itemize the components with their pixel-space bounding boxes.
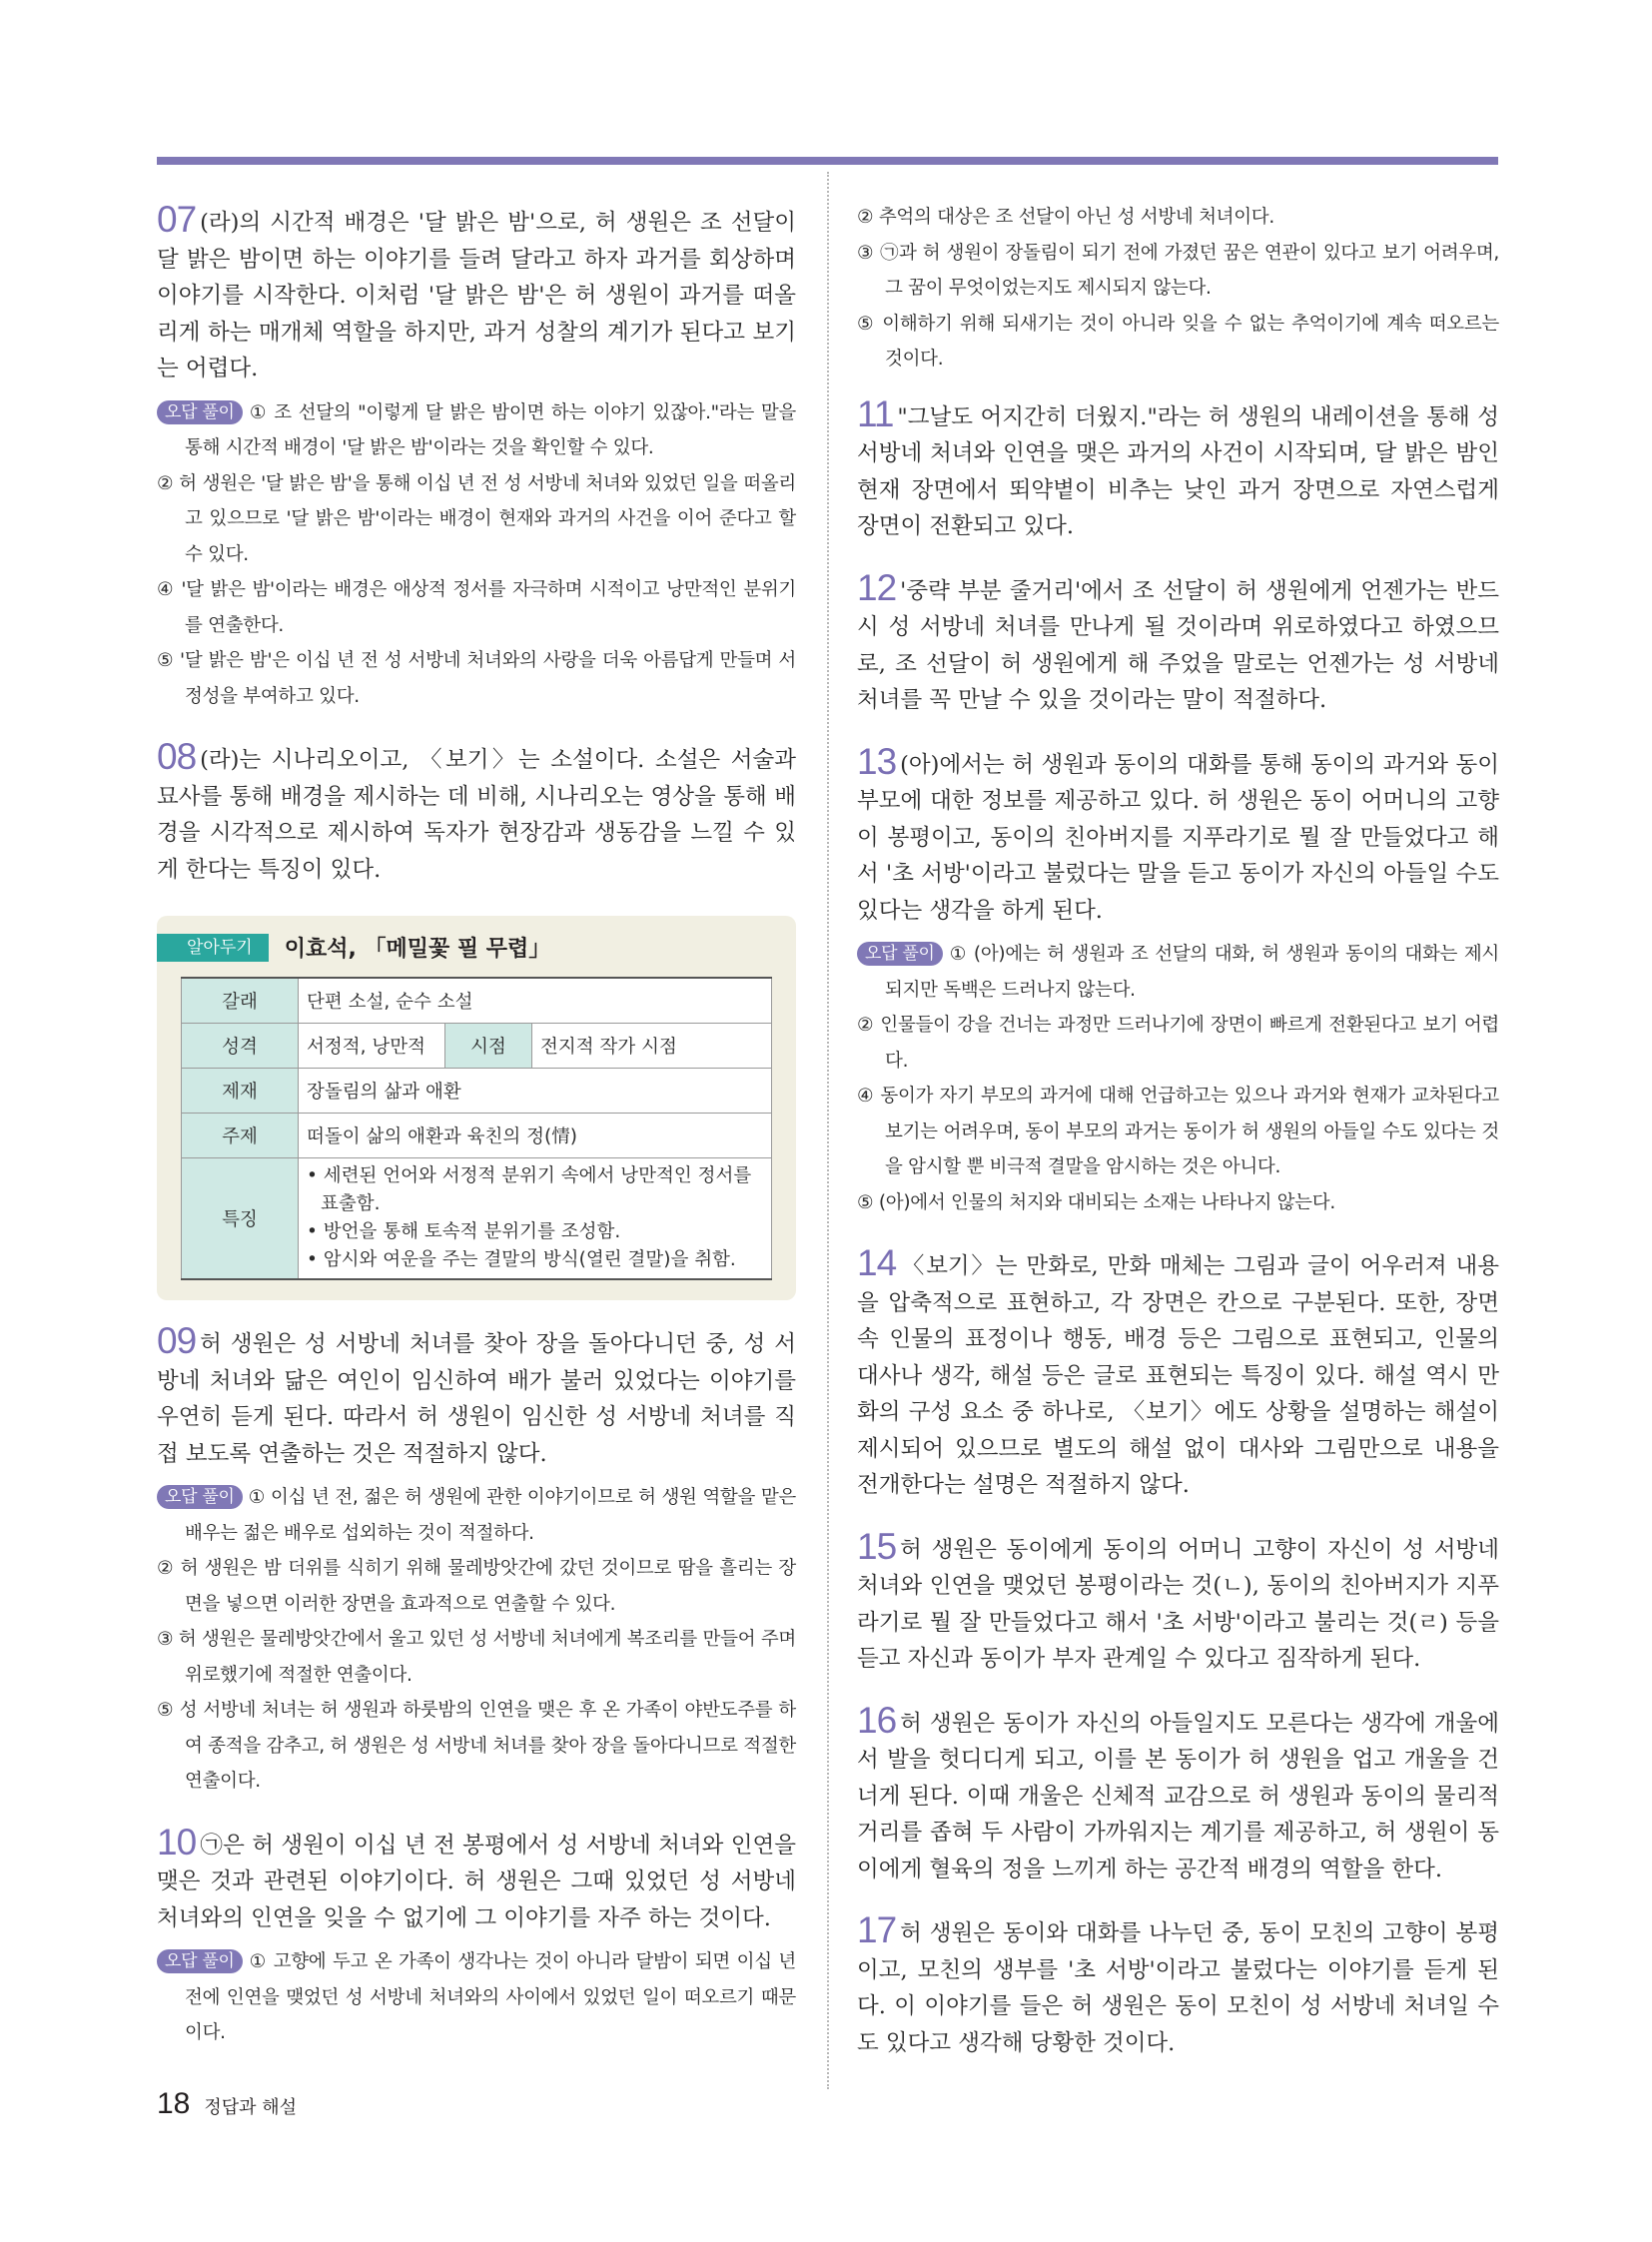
table-row (182, 1069, 772, 1114)
answer-17-text (857, 1909, 1499, 2061)
note-item (157, 395, 796, 466)
feature-item: • 암시와 여운을 주는 결말의 방식(열린 결말)을 취함. (307, 1249, 736, 1270)
right-column (857, 200, 1499, 2089)
table-cell: 단편 소설, 순수 소설 (299, 978, 772, 1024)
answer-body: 허 생원은 성 서방네 처녀를 찾아 장을 돌아다니던 중, 성 서방네 처녀와 닮은 여인이 임신하여 배가 불러 있었다는 이야기를 우연히 듣게 된다. 따라서 허 생원이 임신한 성 서방네 처녀를 직접 보도록 연출하는 것은 적절하지 않다. (157, 1331, 796, 1467)
answer-07 (157, 199, 796, 714)
note-text: ① 조 선달의 "이렇게 달 밝은 밤이면 하는 이야기 있잖아."라는 말을 통해 시간적 배경이 '달 밝은 밤'이라는 것을 확인할 수 있다. (185, 401, 796, 458)
wrong-answer-badge: 오답 풀이 (157, 1949, 243, 1973)
reference-box-header (157, 932, 778, 963)
answer-11 (857, 392, 1499, 545)
table-header-cell: 시점 (445, 1024, 532, 1069)
wrong-answer-notes (157, 1480, 796, 1800)
reference-title: 이효석, 「메밀꽃 필 무렵」 (284, 937, 551, 962)
answer-number: 17 (857, 1909, 897, 1950)
note-item (157, 1480, 796, 1551)
wrong-answer-notes (857, 937, 1499, 1220)
left-column (157, 199, 796, 2079)
table-row (182, 1158, 772, 1280)
answer-body: '중략 부분 줄거리'에서 조 선달이 허 생원에게 언젠가는 반드시 성 서방네 처녀를 만나게 될 것이라며 위로하였다고 하였으므로, 조 선달이 허 생원에게 해 주었을 말로는 언젠가는 성 서방네 처녀를 꼭 만날 수 있을 것이라는 말이 적절하다. (857, 577, 1499, 713)
answer-15 (857, 1525, 1499, 1678)
page-number: 18 (157, 2087, 191, 2120)
answer-15-text (857, 1525, 1499, 1678)
note-item (857, 937, 1499, 1008)
answer-number: 08 (157, 736, 197, 777)
table-row (182, 1114, 772, 1158)
note-item: ③ 허 생원은 물레방앗간에서 울고 있던 성 서방네 처녀에게 복조리를 만들어 주며 위로했기에 적절한 연출이다. (157, 1629, 796, 1686)
answer-13 (857, 740, 1499, 1221)
answer-12 (857, 566, 1499, 719)
feature-item: • 세련된 언어와 서정적 분위기 속에서 낭만적인 정서를 표출함. (307, 1165, 752, 1214)
table-cell: 서정적, 낭만적 (299, 1024, 445, 1069)
answer-body: 허 생원은 동이와 대화를 나누던 중, 동이 모친의 고향이 봉평이고, 모친의 생부를 '초 서방'이라고 불렀다는 이야기를 듣게 된다. 이 이야기를 들은 허 생원은 동이 모친이 성 서방네 처녀일 수도 있다고 생각해 당황한 것이다. (857, 1920, 1499, 2056)
table-header-cell: 특징 (182, 1158, 299, 1280)
note-text: ① (아)에는 허 생원과 조 선달의 대화, 허 생원과 동이의 대화는 제시되지만 독백은 드러나지 않는다. (885, 944, 1499, 1001)
answer-07-text (157, 199, 796, 387)
answer-08 (157, 736, 796, 888)
wrong-answer-badge: 오답 풀이 (857, 942, 943, 966)
answer-body: 허 생원은 동이에게 동이의 어머니 고향이 자신이 성 서방네 처녀와 인연을 맺었던 봉평이라는 것(ㄴ), 동이의 친아버지가 지푸라기로 뭘 잘 만들었다고 해서 '초 서방'이라고 불리는 것(ㄹ) 등을 듣고 자신과 동이가 부자 관계일 수 있다고 짐작하게 된다. (857, 1536, 1499, 1672)
answer-number: 15 (857, 1525, 897, 1567)
footer-label: 정답과 해설 (204, 2097, 298, 2118)
column-divider (827, 172, 829, 2089)
answer-number: 11 (857, 392, 894, 434)
table-header-cell: 주제 (182, 1114, 299, 1158)
answer-number: 07 (157, 199, 197, 240)
answer-09-text (157, 1320, 796, 1472)
answer-13-text (857, 740, 1499, 930)
note-item: ③ ㉠과 허 생원이 장돌림이 되기 전에 가졌던 꿈은 연관이 있다고 보기 어려우며, 그 꿈이 무엇이었는지도 제시되지 않는다. (857, 242, 1499, 299)
note-item: ② 인물들이 강을 건너는 과정만 드러나기에 장면이 빠르게 전환된다고 보기 어렵다. (857, 1015, 1499, 1072)
answer-body: ㉠은 허 생원이 이십 년 전 봉평에서 성 서방네 처녀와 인연을 맺은 것과 관련된 이야기이다. 허 생원은 그때 있었던 성 서방네 처녀와의 인연을 잊을 수 없기에 그 이야기를 자주 하는 것이다. (157, 1832, 796, 1931)
reference-box (157, 916, 796, 1300)
note-item: ⑤ 성 서방네 처녀는 허 생원과 하룻밤의 인연을 맺은 후 온 가족이 야반도주를 하여 종적을 감추고, 허 생원은 성 서방네 처녀를 찾아 장을 돌아다니므로 적절한 연출이다. (157, 1700, 796, 1792)
answer-number: 14 (857, 1242, 897, 1283)
work-info-table (181, 977, 772, 1280)
table-header-cell: 갈래 (182, 978, 299, 1024)
answer-14 (857, 1242, 1499, 1504)
table-cell: 전지적 작가 시점 (532, 1024, 772, 1069)
answer-16-text (857, 1699, 1499, 1888)
note-item: ⑤ 이해하기 위해 되새기는 것이 아니라 잊을 수 없는 추억이기에 계속 떠오르는 것이다. (857, 313, 1499, 370)
answer-17 (857, 1909, 1499, 2061)
table-row (182, 978, 772, 1024)
wrong-answer-notes (157, 395, 796, 715)
wrong-answer-badge: 오답 풀이 (157, 1485, 243, 1509)
answer-09 (157, 1320, 796, 1800)
answer-14-text (857, 1242, 1499, 1504)
note-item: ② 추억의 대상은 조 선달이 아닌 성 서방네 처녀이다. (857, 207, 1274, 228)
table-header-cell: 제재 (182, 1069, 299, 1114)
answer-10-continued (857, 200, 1499, 377)
answer-number: 09 (157, 1320, 197, 1361)
note-item: ② 허 생원은 밤 더위를 식히기 위해 물레방앗간에 갔던 것이므로 땀을 흘리는 장면을 넣으면 이러한 장면을 효과적으로 연출할 수 있다. (157, 1558, 796, 1615)
note-item (157, 1944, 796, 2051)
note-item: ② 허 생원은 '달 밝은 밤'을 통해 이십 년 전 성 서방네 처녀와 있었던 일을 떠올리고 있으므로 '달 밝은 밤'이라는 배경이 현재와 과거의 사건을 이어 준다고 할 수 있다. (157, 472, 796, 565)
answer-body: (라)는 시나리오이고, 〈보기〉는 소설이다. 소설은 서술과 묘사를 통해 배경을 제시하는 데 비해, 시나리오는 영상을 통해 배경을 시각적으로 제시하여 독자가 현장감과 생동감을 느낄 수 있게 한다는 특징이 있다. (157, 747, 796, 883)
answer-number: 13 (857, 740, 897, 782)
wrong-answer-badge: 오답 풀이 (157, 400, 243, 424)
note-item: ⑤ '달 밝은 밤'은 이십 년 전 성 서방네 처녀와의 사랑을 더욱 아름답게 만들며 서정성을 부여하고 있다. (157, 650, 796, 707)
table-cell (299, 1158, 772, 1280)
answer-11-text (857, 392, 1499, 545)
answer-number: 16 (857, 1699, 897, 1741)
answer-08-text (157, 736, 796, 888)
feature-item: • 방언을 통해 토속적 분위기를 조성함. (307, 1221, 621, 1242)
note-text: ① 고향에 두고 온 가족이 생각나는 것이 아니라 달밤이 되면 이십 년 전에 인연을 맺었던 성 서방네 처녀와의 사이에서 있었던 일이 떠오르기 때문이다. (185, 1951, 796, 2043)
note-item: ④ '달 밝은 밤'이라는 배경은 애상적 정서를 자극하며 시적이고 낭만적인 분위기를 연출한다. (157, 579, 796, 636)
note-item: ⑤ (아)에서 인물의 처지와 대비되는 소재는 나타나지 않는다. (857, 1191, 1335, 1213)
answer-body: (아)에서는 허 생원과 동이의 대화를 통해 동이의 과거와 동이 부모에 대한 정보를 제공하고 있다. 허 생원은 동이 어머니의 고향이 봉평이고, 동이의 친아버지를 지푸라기로 뭘 잘 만들었다고 해서 '초 서방'이라고 불렀다는 말을 듣고 동이가 자신의 아들일 수도 있다는 생각을 하게 된다. (857, 751, 1499, 924)
table-cell: 떠돌이 삶의 애환과 육친의 정(情) (299, 1114, 772, 1158)
answer-12-text (857, 566, 1499, 719)
answer-10-text (157, 1821, 796, 1937)
answer-body: 허 생원은 동이가 자신의 아들일지도 모른다는 생각에 개울에서 발을 헛디디게 되고, 이를 본 동이가 허 생원을 업고 개울을 건너게 된다. 이때 개울은 신체적 교감으로 허 생원과 동이의 물리적 거리를 좁혀 두 사람이 가까워지는 계기를 제공하고, 허 생원이 동이에게 혈육의 정을 느끼게 하는 공간적 배경의 역할을 한다. (857, 1710, 1499, 1882)
note-text: ① 이십 년 전, 젊은 허 생원에 관한 이야기이므로 허 생원 역할을 맡은 배우는 젊은 배우로 섭외하는 것이 적절하다. (185, 1487, 796, 1544)
page-footer (157, 2087, 297, 2121)
answer-number: 12 (857, 566, 897, 608)
note-item: ④ 동이가 자기 부모의 과거에 대해 언급하고는 있으나 과거와 현재가 교차된다고 보기는 어려우며, 동이 부모의 과거는 동이가 허 생원의 아들일 수도 있다는 것을 암시할 뿐 비극적 결말을 암시하는 것은 아니다. (857, 1086, 1499, 1177)
answer-16 (857, 1699, 1499, 1888)
answer-body: 〈보기〉는 만화로, 만화 매체는 그림과 글이 어우러져 내용을 압축적으로 표현하고, 각 장면은 칸으로 구분된다. 또한, 장면 속 인물의 표정이나 행동, 배경 등은 그림으로 표현되고, 인물의 대사나 생각, 해설 등은 글로 표현되는 특징이 있다. 해설 역시 만화의 구성 요소 중 하나로, 〈보기〉에도 상황을 설명하는 해설이 제시되어 있으므로 별도의 해설 없이 대사와 그림만으로 내용을 전개한다는 설명은 적절하지 않다. (857, 1253, 1499, 1498)
answer-number: 10 (157, 1821, 197, 1863)
table-cell: 장돌림의 삶과 애환 (299, 1069, 772, 1114)
top-rule (157, 157, 1498, 165)
table-header-cell: 성격 (182, 1024, 299, 1069)
answer-10 (157, 1821, 796, 2051)
reference-tag: 알아두기 (157, 934, 269, 962)
table-row (182, 1024, 772, 1069)
answer-body: (라)의 시간적 배경은 '달 밝은 밤'으로, 허 생원은 조 선달이 달 밝은 밤이면 하는 이야기를 들려 달라고 하자 과거를 회상하며 이야기를 시작한다. 이처럼 '달 밝은 밤'은 허 생원이 과거를 떠올리게 하는 매개체 역할을 하지만, 과거 성찰의 계기가 된다고 보기는 어렵다. (157, 210, 796, 381)
answer-body: "그날도 어지간히 더웠지."라는 허 생원의 내레이션을 통해 성 서방네 처녀와 인연을 맺은 과거의 사건이 시작되며, 달 밝은 밤인 현재 장면에서 뙤약볕이 비추는 낮인 과거 장면으로 자연스럽게 장면이 전환되고 있다. (857, 403, 1499, 539)
wrong-answer-notes (157, 1944, 796, 2051)
